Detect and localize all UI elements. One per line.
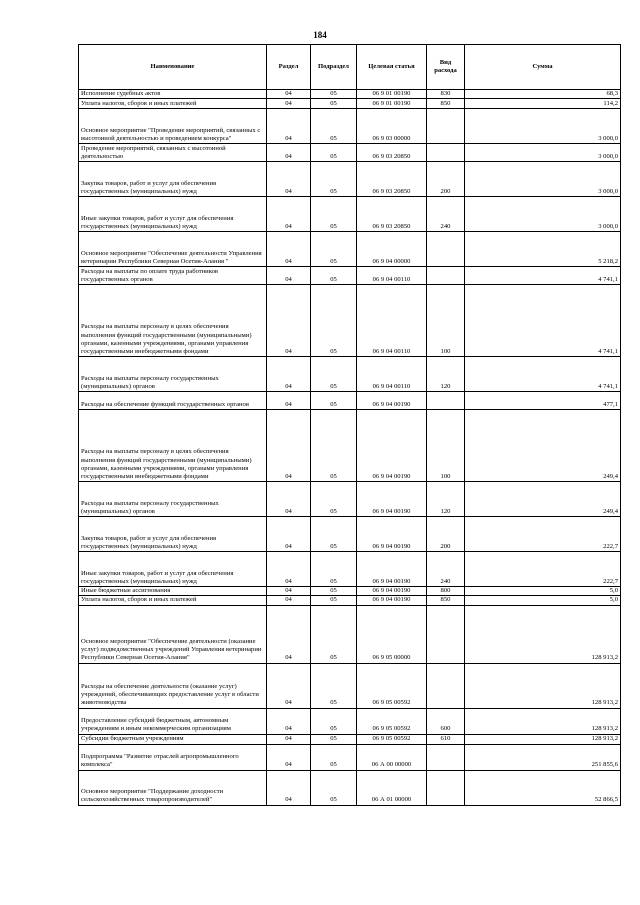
cell-name: Расходы на выплаты персоналу государственных (муниципальных) органов — [79, 357, 267, 392]
cell-subsection: 05 — [311, 392, 357, 410]
cell-target: 06 9 04 00190 — [357, 517, 427, 552]
cell-sum: 249,4 — [465, 410, 621, 482]
table-row — [79, 285, 621, 357]
cell-target: 06 9 04 00110 — [357, 285, 427, 357]
cell-sum: 4 741,1 — [465, 285, 621, 357]
cell-subsection: 05 — [311, 596, 357, 605]
table-row — [79, 232, 621, 267]
cell-name: Расходы на выплаты персоналу в целях обеспечения выполнения функций государственными (муниципальными) органами, казенными учреждениями, органами управления государственными внебюджетными фондами — [79, 285, 267, 357]
cell-subsection: 05 — [311, 109, 357, 144]
cell-section: 04 — [267, 144, 311, 162]
cell-target: 06 9 04 00110 — [357, 357, 427, 392]
cell-target: 06 9 04 00190 — [357, 410, 427, 482]
cell-section: 04 — [267, 605, 311, 663]
cell-subsection: 05 — [311, 267, 357, 285]
cell-section: 04 — [267, 357, 311, 392]
table-row — [79, 605, 621, 663]
cell-sum: 114,2 — [465, 99, 621, 109]
table-row — [79, 587, 621, 596]
cell-kind — [427, 744, 465, 770]
cell-target: 06 9 05 00000 — [357, 605, 427, 663]
cell-section: 04 — [267, 770, 311, 805]
cell-name: Расходы на обеспечение деятельности (оказание услуг) учреждений, обеспечивающих предоставление услуг в области животноводства — [79, 663, 267, 708]
cell-kind — [427, 605, 465, 663]
table-row — [79, 109, 621, 144]
cell-subsection: 05 — [311, 90, 357, 99]
cell-kind — [427, 770, 465, 805]
cell-sum: 128 913,2 — [465, 708, 621, 734]
cell-sum: 5,0 — [465, 587, 621, 596]
table-row — [79, 144, 621, 162]
cell-target: 06 А 01 00000 — [357, 770, 427, 805]
cell-kind: 240 — [427, 197, 465, 232]
cell-sum: 3 000,0 — [465, 144, 621, 162]
table-row — [79, 744, 621, 770]
cell-sum: 249,4 — [465, 482, 621, 517]
cell-target: 06 9 05 00592 — [357, 663, 427, 708]
cell-name: Расходы на обеспечение функций государственных органов — [79, 392, 267, 410]
cell-section: 04 — [267, 734, 311, 744]
cell-subsection: 05 — [311, 744, 357, 770]
cell-name: Проведение мероприятий, связанных с высотоиной деятельностью — [79, 144, 267, 162]
cell-kind — [427, 144, 465, 162]
cell-target: 06 9 03 20850 — [357, 162, 427, 197]
cell-subsection: 05 — [311, 734, 357, 744]
cell-section: 04 — [267, 232, 311, 267]
cell-sum: 3 000,0 — [465, 162, 621, 197]
cell-subsection: 05 — [311, 144, 357, 162]
cell-section: 04 — [267, 162, 311, 197]
cell-target: 06 9 03 20850 — [357, 144, 427, 162]
cell-subsection: 05 — [311, 517, 357, 552]
cell-name: Расходы на выплаты по оплате труда работников государственных органов — [79, 267, 267, 285]
cell-sum: 3 000,0 — [465, 109, 621, 144]
cell-section: 04 — [267, 90, 311, 99]
cell-kind: 600 — [427, 708, 465, 734]
cell-kind — [427, 663, 465, 708]
cell-kind — [427, 267, 465, 285]
cell-target: 06 9 04 00190 — [357, 552, 427, 587]
cell-sum: 3 000,0 — [465, 197, 621, 232]
cell-target: 06 9 04 00190 — [357, 392, 427, 410]
table-row — [79, 734, 621, 744]
table-row — [79, 197, 621, 232]
budget-table — [78, 44, 621, 806]
cell-section: 04 — [267, 410, 311, 482]
table-row — [79, 410, 621, 482]
cell-kind: 120 — [427, 357, 465, 392]
cell-target: 06 9 01 00190 — [357, 99, 427, 109]
header-name: Наименование — [79, 45, 267, 90]
cell-name: Исполнение судебных актов — [79, 90, 267, 99]
cell-target: 06 9 03 00000 — [357, 109, 427, 144]
cell-target: 06 9 04 00000 — [357, 232, 427, 267]
table-row — [79, 392, 621, 410]
cell-name: Уплата налогов, сборов и иных платежей — [79, 99, 267, 109]
table-row — [79, 596, 621, 605]
cell-kind: 200 — [427, 517, 465, 552]
table-row — [79, 99, 621, 109]
cell-name: Основное мероприятие "Проведение мероприятий, связанных с высотоиной деятельностью и проведением конкурса" — [79, 109, 267, 144]
cell-name: Предоставление субсидий бюджетным, автономным учреждениям и иным некоммерческим организациям — [79, 708, 267, 734]
cell-name: Основное мероприятие "Обеспечение деятельности (оказание услуг) подведомственных учреждений Управления ветеринарии Республики Северная Осетия-Алания" — [79, 605, 267, 663]
cell-section: 04 — [267, 285, 311, 357]
cell-target: 06 9 05 00592 — [357, 734, 427, 744]
cell-sum: 222,7 — [465, 552, 621, 587]
cell-section: 04 — [267, 517, 311, 552]
table-row — [79, 267, 621, 285]
cell-sum: 4 741,1 — [465, 267, 621, 285]
cell-target: 06 9 04 00110 — [357, 267, 427, 285]
cell-kind: 100 — [427, 285, 465, 357]
cell-subsection: 05 — [311, 162, 357, 197]
cell-sum: 5,0 — [465, 596, 621, 605]
cell-sum: 68,3 — [465, 90, 621, 99]
cell-name: Расходы на выплаты персоналу в целях обеспечения выполнения функций государственными (муниципальными) органами, казенными учреждениями, органами управления государственными внебюджетными фондами — [79, 410, 267, 482]
cell-target: 06 9 04 00190 — [357, 482, 427, 517]
table-row — [79, 162, 621, 197]
table-row — [79, 708, 621, 734]
cell-sum: 4 741,1 — [465, 357, 621, 392]
cell-name: Иные закупки товаров, работ и услуг для обеспечения государственных (муниципальных) нужд — [79, 197, 267, 232]
cell-section: 04 — [267, 109, 311, 144]
header-target: Целевая статья — [357, 45, 427, 90]
cell-subsection: 05 — [311, 552, 357, 587]
cell-sum: 477,1 — [465, 392, 621, 410]
table-row — [79, 482, 621, 517]
cell-subsection: 05 — [311, 197, 357, 232]
cell-name: Уплата налогов, сборов и иных платежей — [79, 596, 267, 605]
cell-target: 06 9 05 00592 — [357, 708, 427, 734]
cell-name: Закупка товаров, работ и услуг для обеспечения государственных (муниципальных) нужд — [79, 162, 267, 197]
cell-section: 04 — [267, 552, 311, 587]
cell-subsection: 05 — [311, 482, 357, 517]
table-row — [79, 357, 621, 392]
cell-kind: 610 — [427, 734, 465, 744]
cell-kind — [427, 232, 465, 267]
cell-kind: 800 — [427, 587, 465, 596]
cell-name: Закупка товаров, работ и услуг для обеспечения государственных (муниципальных) нужд — [79, 517, 267, 552]
cell-section: 04 — [267, 587, 311, 596]
cell-subsection: 05 — [311, 770, 357, 805]
cell-sum: 128 913,2 — [465, 663, 621, 708]
cell-subsection: 05 — [311, 587, 357, 596]
cell-kind: 100 — [427, 410, 465, 482]
cell-kind: 830 — [427, 90, 465, 99]
cell-subsection: 05 — [311, 285, 357, 357]
cell-target: 06 9 04 00190 — [357, 587, 427, 596]
cell-kind: 240 — [427, 552, 465, 587]
cell-sum: 52 866,5 — [465, 770, 621, 805]
cell-section: 04 — [267, 392, 311, 410]
cell-section: 04 — [267, 197, 311, 232]
header-section: Раздел — [267, 45, 311, 90]
cell-subsection: 05 — [311, 99, 357, 109]
cell-name: Расходы на выплаты персоналу государственных (муниципальных) органов — [79, 482, 267, 517]
cell-section: 04 — [267, 99, 311, 109]
cell-section: 04 — [267, 596, 311, 605]
cell-subsection: 05 — [311, 357, 357, 392]
table-header-row — [79, 45, 621, 90]
table-row — [79, 770, 621, 805]
cell-kind — [427, 109, 465, 144]
cell-target: 06 9 01 00190 — [357, 90, 427, 99]
cell-section: 04 — [267, 267, 311, 285]
table-row — [79, 90, 621, 99]
cell-name: Основное мероприятие "Поддержание доходности сельскохозяйственных товаропроизводителей" — [79, 770, 267, 805]
cell-section: 04 — [267, 744, 311, 770]
cell-name: Субсидии бюджетным учреждениям — [79, 734, 267, 744]
cell-section: 04 — [267, 663, 311, 708]
table-row — [79, 663, 621, 708]
cell-target: 06 9 04 00190 — [357, 596, 427, 605]
cell-kind: 120 — [427, 482, 465, 517]
table-row — [79, 517, 621, 552]
cell-kind — [427, 392, 465, 410]
header-subsection: Подраздел — [311, 45, 357, 90]
cell-name: Иные закупки товаров, работ и услуг для обеспечения государственных (муниципальных) нужд — [79, 552, 267, 587]
cell-sum: 128 913,2 — [465, 605, 621, 663]
cell-name: Подпрограмма "Развитие отраслей агропромышленного комплекса" — [79, 744, 267, 770]
cell-sum: 5 218,2 — [465, 232, 621, 267]
cell-sum: 128 913,2 — [465, 734, 621, 744]
cell-target: 06 А 00 00000 — [357, 744, 427, 770]
cell-subsection: 05 — [311, 708, 357, 734]
cell-subsection: 05 — [311, 605, 357, 663]
cell-subsection: 05 — [311, 232, 357, 267]
cell-section: 04 — [267, 708, 311, 734]
cell-section: 04 — [267, 482, 311, 517]
table-row — [79, 552, 621, 587]
cell-subsection: 05 — [311, 663, 357, 708]
cell-kind: 850 — [427, 596, 465, 605]
cell-subsection: 05 — [311, 410, 357, 482]
cell-kind: 850 — [427, 99, 465, 109]
table-body — [79, 90, 621, 806]
cell-target: 06 9 03 20850 — [357, 197, 427, 232]
header-sum: Сумма — [465, 45, 621, 90]
cell-sum: 222,7 — [465, 517, 621, 552]
cell-kind: 200 — [427, 162, 465, 197]
header-kind: Вид расхода — [427, 45, 465, 90]
cell-name: Иные бюджетные ассигнования — [79, 587, 267, 596]
cell-sum: 251 855,6 — [465, 744, 621, 770]
page-number: 184 — [313, 30, 327, 40]
cell-name: Основное мероприятие "Обеспечение деятельности Управления ветеринарии Республики Северная Осетия-Алания " — [79, 232, 267, 267]
